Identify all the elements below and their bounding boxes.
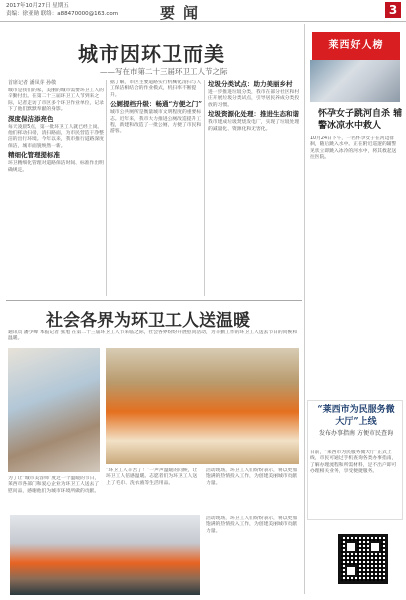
section2-column-right: 活动现场，环卫工人们纷纷表示，将以更加饱满的热情投入工作，为创建美丽城市贡献力量。 [206,468,298,486]
column-divider [204,80,205,296]
subheading: 垃圾分类试点：助力美丽乡村 [208,80,293,88]
sidebar-banner: 莱西好人榜 [312,32,400,60]
lead-column-1 [8,88,104,296]
sidebar-feature-text: 10月24日下午，一名怀孕女子在河边徘徊，随后跳入水中。正在附近巡逻的辅警见状立即跳入冰冷的河水中，将其救起送往医院。 [310,136,397,161]
paragraph: 环卫精细化管理对道路保洁时间、标准作出明确规定。 [8,161,104,173]
column-divider [106,80,107,296]
subheading: 公厕提档升级：畅通“方便之门” [110,100,202,109]
editor-line: 责编：徐亚勋 联络：a88470000@163.com [6,11,119,17]
lead-title: 城市因环卫而美 [78,42,225,66]
paragraph: 城市公共厕所是衡量城市文明程度的重要标志。近年来，我市大力推进公厕改造提升工程，新建和改造了一批公厕，方便了市民和游客。 [110,110,202,135]
page-number: 3 [385,2,401,18]
sidebar-box-title: “莱西市为民服务微大厅”上线 [317,405,395,427]
section2-column-mid: “环卫工人辛苦了！”一声声温暖的问候，让环卫工人倍感温暖。志愿者们为环卫工人送上了毛巾、洗衣液等生活用品。 [106,468,198,486]
lead-column-3 [208,80,300,296]
section2-title: 社会各界为环卫工人送温暖 [46,311,250,331]
sidebar-box-text: 日前，“莱西市为民服务微大厅”正式上线，市民可通过手机查询各类办事指南，了解办理流程和所需材料，足不出户即可办理相关业务，享受便捷服务。 [310,450,397,475]
photo-sanitation-workers [106,348,299,464]
sidebar-feature-title: 怀孕女子跳河自杀 辅警冰凉水中救人 [318,109,403,131]
sidebar-divider [304,24,305,594]
section2-caption: 活动现场，环卫工人们纷纷表示，将以更加饱满的热情投入工作，为创建美丽城市贡献力量。 [206,516,298,534]
qr-code[interactable] [338,534,388,584]
section2-intro: 通讯员 潘少峰 本报记者 张旭 在第二十三届环卫工人节来临之际，社会各界纷纷开展慰问活动，为辛勤工作的环卫工人送去节日的问候和温暖。 [8,330,298,342]
paragraph: 每天凌晨5点，第一批环卫工人就已经上岗。他们挥动扫帚，清扫路面，为市民营造干净整洁的出行环境。今年以来，我市推行道路深度保洁，城市面貌焕然一新。 [8,124,104,149]
lead-column-2 [110,80,202,296]
subheading: 深度保洁添亮色 [8,114,54,123]
qr-finder [345,565,357,577]
section2-column-left: 为了让“城市美容师”度过一个温暖的节日，莱西市各部门和爱心企业为环卫工人送去了慰问品，感谢他们为城市环境所做的贡献。 [8,476,100,494]
photo-volunteers [8,348,100,472]
lead-byline: 首席记者 潘凤芽 孙敬 [8,80,57,86]
issue-date: 2017年10月27日 星期五 [6,3,69,9]
paragraph: 据了解，市区主要道路实行机械化清扫与人工保洁相结合的作业模式，机扫率不断提升。 [110,80,202,98]
lead-subtitle: ——写在市第二十三届环卫工人节之际 [100,67,228,76]
section-divider [6,300,302,301]
paragraph: 进一步推进垃圾分类，我市在部分社区和村庄开展垃圾分类试点，引导居民养成分类投放的习惯。 [208,90,300,108]
subheading: 精细化管理提标准 [8,151,60,160]
paragraph: 城市是我们的家，美丽的城市需要环卫工人的辛勤付出。在第二十三届环卫工人节到来之际，记者走访了市区多个环卫作业单位，记录下了他们默默奉献的身影。 [8,88,104,113]
sidebar-box-subtitle: 发布办事指南 方便市民查询 [319,430,393,437]
section-title: 要闻 [160,4,207,22]
subheading: 垃圾资源化处理：推进生态和谐 [208,110,299,119]
sidebar-photo [310,60,400,102]
photo-gift-ceremony [10,515,200,595]
qr-finder [345,541,357,553]
paragraph: 我市建成垃圾焚烧发电厂，实现了垃圾处理的减量化、资源化和无害化。 [208,120,300,132]
qr-finder [369,541,381,553]
